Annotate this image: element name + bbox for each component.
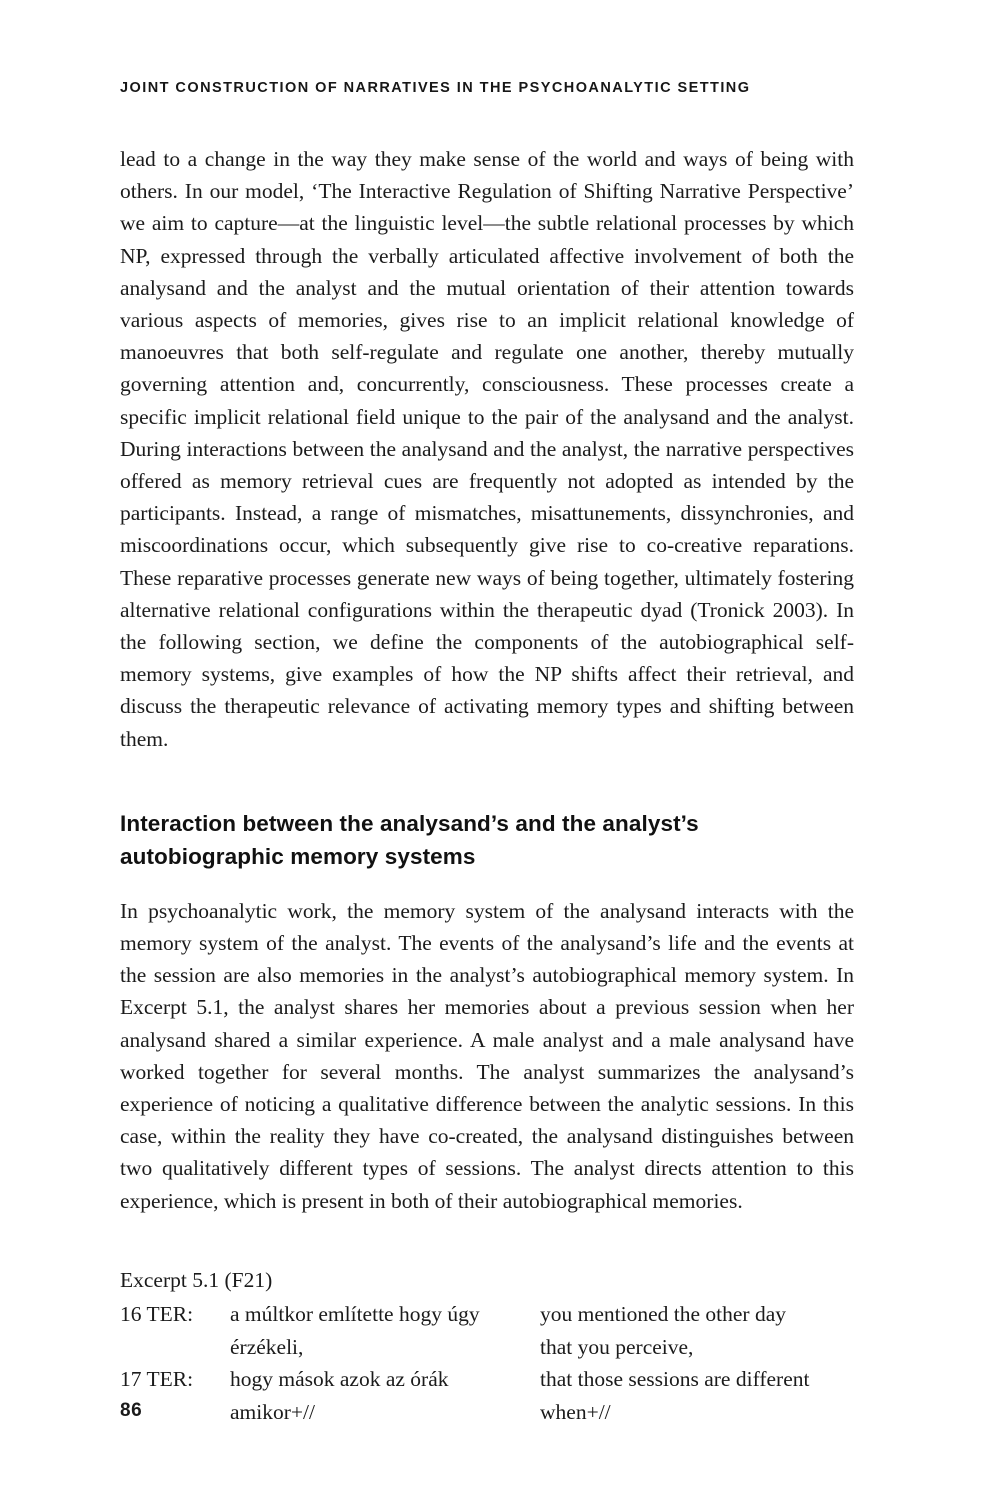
excerpt-rows bbox=[120, 1298, 854, 1428]
excerpt-row bbox=[120, 1298, 854, 1363]
excerpt-translation-text bbox=[540, 1298, 854, 1363]
excerpt-translation-text bbox=[540, 1363, 854, 1428]
excerpt-translation-line-2: that you perceive, bbox=[540, 1334, 694, 1359]
excerpt-source-line-1: hogy mások azok az órák bbox=[230, 1367, 449, 1392]
excerpt-block bbox=[120, 1264, 854, 1429]
excerpt-source-line-2: érzékeli, bbox=[230, 1334, 304, 1359]
excerpt-source-text bbox=[230, 1298, 540, 1363]
excerpt-speaker: 16 TER: bbox=[120, 1302, 194, 1327]
excerpt-source-line-2: amikor+// bbox=[230, 1399, 315, 1424]
page-content bbox=[120, 80, 854, 1428]
excerpt-row bbox=[120, 1363, 854, 1428]
excerpt-title: Excerpt 5.1 (F21) bbox=[120, 1267, 273, 1292]
running-head: JOINT CONSTRUCTION OF NARRATIVES IN THE PSYCHOANALYTIC SETTING bbox=[120, 80, 751, 96]
excerpt-translation-line-1: that those sessions are different bbox=[540, 1367, 810, 1392]
excerpt-speaker: 17 TER: bbox=[120, 1367, 194, 1392]
body-paragraph-2: In psychoanalytic work, the memory system of the analysand interacts with the memory system of the analyst. The events of the analysand’s life and the events at the session are also memories in the analyst’s autobiographical memory system. In Excerpt 5.1, the analyst shares her memories about a previous session when her analysand shared a similar experience. A male analyst and a male analysand have worked together for several months. The analyst summarizes the analysand’s experience of noticing a qualitative difference between the analytic sessions. In this case, within the reality they have co-created, the analysand distinguishes between two qualitatively different types of sessions. The analyst directs attention to this experience, which is present in both of their autobiographical memories. bbox=[120, 898, 854, 1213]
section-heading: Interaction between the analysand’s and the analyst’s autobiographic memory systems bbox=[120, 810, 699, 869]
excerpt-translation-line-1: you mentioned the other day bbox=[540, 1302, 786, 1327]
excerpt-source-text bbox=[230, 1363, 540, 1428]
excerpt-source-line-1: a múltkor említette hogy úgy bbox=[230, 1302, 480, 1327]
body-paragraph-1: lead to a change in the way they make sense of the world and ways of being with others. In our model, ‘The Interactive Regulation of Shifting Narrative Perspective’ we aim to capture—at the linguistic level—the subtle relational processes by which NP, expressed through the verbally articulated affective involvement of both the analysand and the analyst and the mutual orientation of their attention towards various aspects of memories, gives rise to an implicit relational knowledge of manoeuvres that both self-regulate and regulate one another, thereby mutually governing attention and, concurrently, consciousness. These processes create a specific implicit relational field unique to the pair of the analysand and the analyst. During interactions between the analysand and the analyst, the narrative perspectives offered as memory retrieval cues are frequently not adopted as intended by the participants. Instead, a range of mismatches, misattunements, dissynchronies, and miscoordinations occur, which subsequently give rise to co-creative reparations. These reparative processes generate new ways of being together, ultimately fostering alternative relational configurations within the therapeutic dyad (Tronick 2003). In the following section, we define the components of the autobiographical self-memory systems, give examples of how the NP shifts affect their retrieval, and discuss the therapeutic relevance of activating memory types and shifting between them. bbox=[120, 147, 854, 751]
page-number: 86 bbox=[120, 1400, 143, 1421]
excerpt-translation-line-2: when+// bbox=[540, 1399, 611, 1424]
